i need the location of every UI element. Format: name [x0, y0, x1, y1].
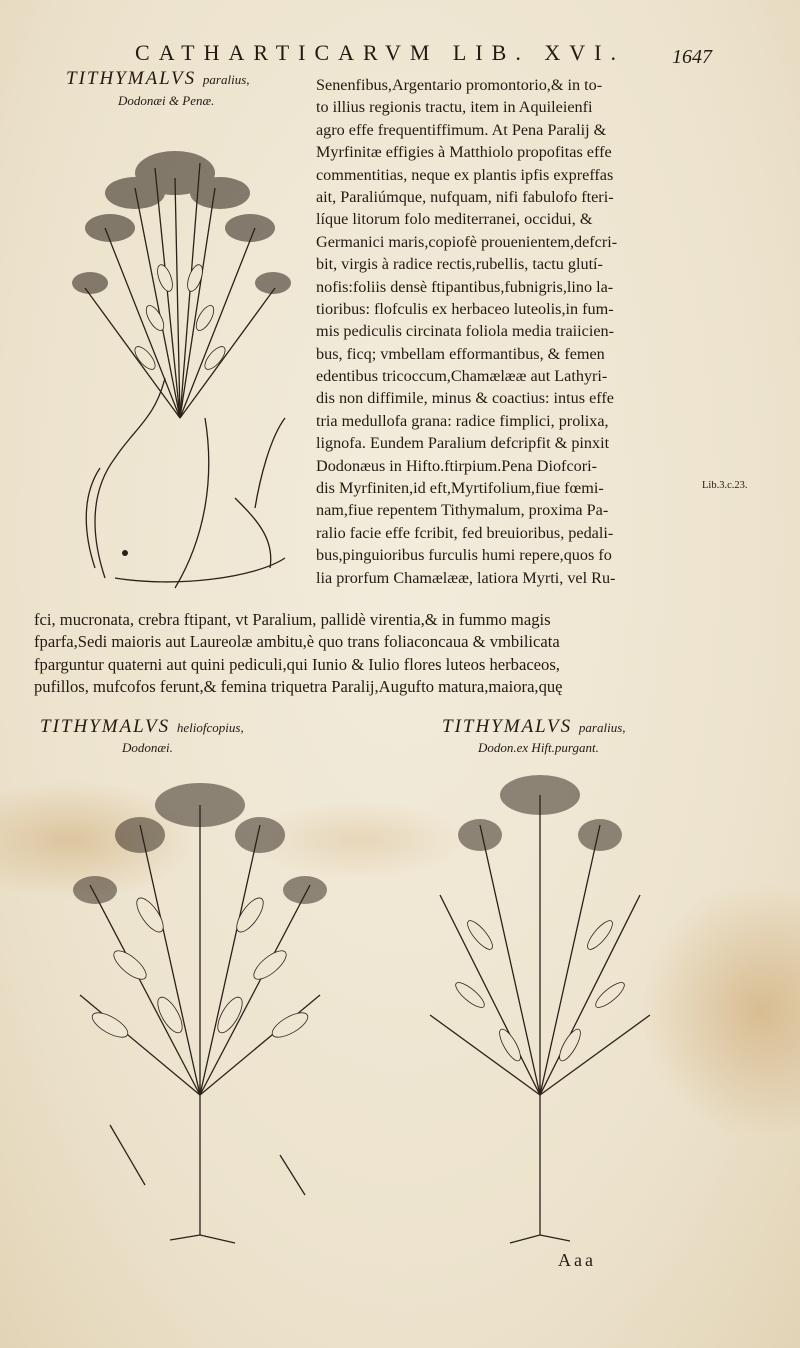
marginal-note: Lib.3.c.23. — [702, 480, 748, 491]
text-line: tioribus: flofculis ex herbaceo luteolis,in fum- — [316, 299, 614, 318]
text-line: lignofa. Eundem Paralium defcripfit & pinxit — [316, 434, 610, 453]
figure-top-title — [66, 68, 250, 90]
text-line: Germanici maris,copiofè prouenientem,defcri- — [316, 232, 618, 251]
figure-right-title — [442, 716, 626, 738]
text-line: dis non diffimile, minus & coactius: intus effe — [316, 389, 614, 408]
figure-top-title-qualifier: paralius, — [202, 72, 250, 87]
figure-right-title-name: TITHYMALVS — [442, 716, 573, 737]
text-line: fparguntur quaterni aut quini pediculi,qui Iunio & Iulio flores luteos herbaceos, — [34, 654, 560, 674]
text-line: nam,fiue repentem Tithymalum, proxima Pa- — [316, 501, 609, 520]
body-text-column — [316, 74, 617, 589]
text-line: edentibus tricoccum,Chamælææ aut Lathyri- — [316, 367, 608, 386]
text-line: Dodonæus in Hifto.ftirpium.Pena Diofcori- — [316, 456, 597, 475]
text-line: agro effe frequentiffimum. At Pena Paralij & — [316, 120, 607, 139]
text-line: pufillos, mufcofos ferunt,& femina triquetra Paralij,Augufto matura,maiora,quę — [34, 677, 563, 697]
figure-top-subtitle: Dodonæi & Penæ. — [118, 93, 215, 108]
text-line: lia prorfum Chamælææ, latiora Myrti, vel Ru- — [316, 568, 616, 587]
text-line: to illius regionis tractu, item in Aquileienfi — [316, 98, 593, 117]
body-text-full-width — [34, 609, 563, 699]
figure-right-subtitle: Dodon.ex Hift.purgant. — [478, 740, 599, 755]
text-line: Senenfibus,Argentario promontorio,& in to- — [316, 76, 603, 94]
plant-illustration-top — [55, 118, 315, 598]
text-line: líque litorum folo mediterranei, occidui, & — [316, 210, 593, 229]
figure-left-title — [40, 716, 244, 738]
running-head: CATHARTICARVM LIB. XVI. — [135, 40, 625, 65]
text-line: ait, Paraliúmque, nufquam, nifi fabulofo fteri- — [316, 187, 614, 206]
text-line: bus, ficq; vmbellam efformantibus, & femen — [316, 344, 605, 363]
figure-left-title-name: TITHYMALVS — [40, 716, 171, 737]
text-line: nofis:foliis densè ftipantibus,fubnigris,lino la- — [316, 277, 614, 296]
text-line: ralio facie effe fcribit, fed breuioribus, pedali- — [316, 523, 614, 542]
figure-top-title-name: TITHYMALVS — [66, 68, 197, 89]
plant-illustration-right — [410, 765, 670, 1245]
figure-left-title-qualifier: heliofcopius, — [176, 720, 244, 735]
plant-illustration-left — [50, 765, 350, 1245]
text-line: commentitias, neque ex plantis ipfis expreffas — [316, 165, 614, 184]
text-line: tria medullofa grana: radice fimplici, prolixa, — [316, 411, 609, 430]
figure-left-subtitle: Dodonæi. — [122, 740, 173, 755]
signature-mark: Aaa — [558, 1250, 596, 1270]
page-number: 1647 — [672, 46, 712, 68]
text-line: Myrfinitæ effigies à Matthiolo propofitas effe — [316, 143, 612, 162]
text-line: dis Myrfiniten,id eft,Myrtifolium,fiue fœmi- — [316, 479, 604, 498]
text-line: fparfa,Sedi maioris aut Laureolæ ambitu,è quo trans foliaconcaua & vmbilicata — [34, 632, 560, 652]
text-line: fci, mucronata, crebra ftipant, vt Paralium, pallidè virentia,& in fummo magis — [34, 610, 551, 629]
text-line: bit, virgis à radice rectis,rubellis, tactu glutí- — [316, 255, 603, 274]
text-line: mis pediculis circinata foliola media traiicien- — [316, 322, 615, 341]
text-line: bus,pinguioribus furculis humi repere,quos fo — [316, 546, 612, 565]
figure-right-title-qualifier: paralius, — [578, 720, 626, 735]
